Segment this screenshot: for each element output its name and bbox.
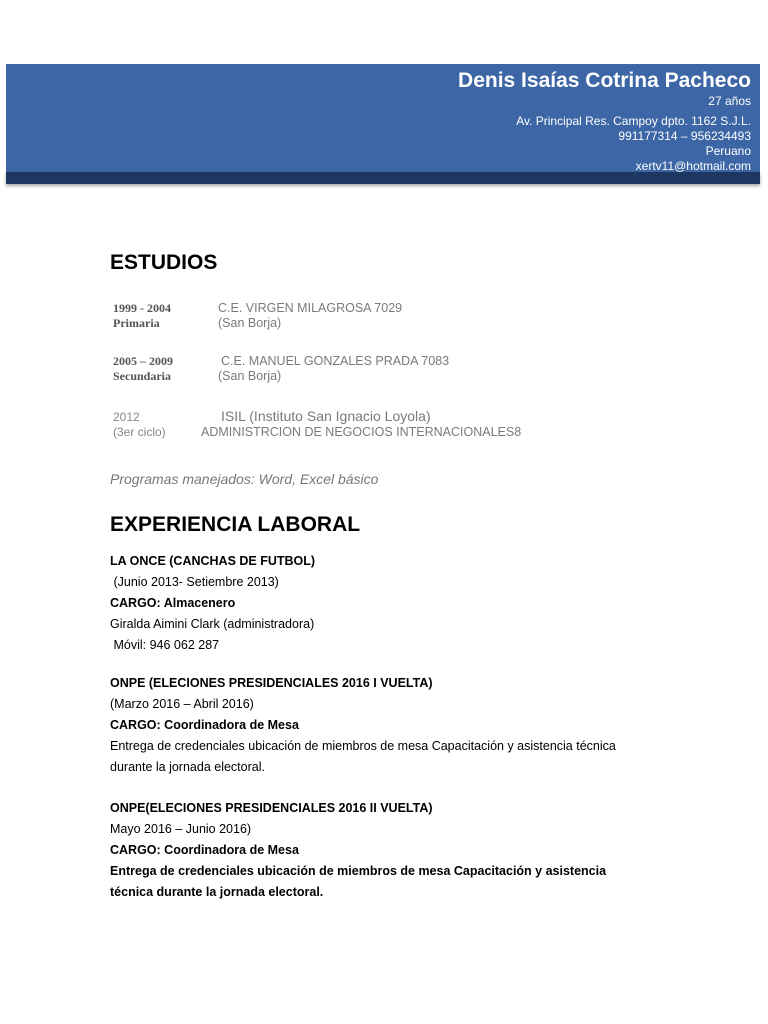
- job-detail: durante la jornada electoral.: [110, 760, 265, 774]
- study-level: Secundaria: [113, 369, 172, 383]
- job-role: CARGO: Almacenero: [110, 596, 236, 610]
- job-role: CARGO: Coordinadora de Mesa: [110, 718, 299, 732]
- job-role: CARGO: Coordinadora de Mesa: [110, 843, 299, 857]
- job-entry: [110, 798, 606, 903]
- candidate-name: Denis Isaías Cotrina Pacheco: [458, 69, 751, 92]
- programs-line: Programas manejados: Word, Excel básico: [110, 471, 379, 487]
- study-level: (3er ciclo): [113, 425, 166, 439]
- candidate-age: 27 años: [708, 94, 751, 108]
- studies-title: ESTUDIOS: [110, 251, 218, 274]
- study-school: C.E. MANUEL GONZALES PRADA 7083: [221, 354, 450, 368]
- job-entry: [110, 551, 315, 656]
- job-company: ONPE(ELECIONES PRESIDENCIALES 2016 II VUELTA): [110, 801, 433, 815]
- study-location: (San Borja): [218, 316, 282, 330]
- study-location: ADMINISTRCION DE NEGOCIOS INTERNACIONALES8: [201, 425, 522, 439]
- job-detail: Entrega de credenciales ubicación de miembros de mesa Capacitación y asistencia: [110, 864, 607, 878]
- job-detail: técnica durante la jornada electoral.: [110, 885, 324, 899]
- candidate-phones: 991177314 – 956234493: [618, 129, 751, 143]
- job-company: ONPE (ELECIONES PRESIDENCIALES 2016 I VUELTA): [110, 676, 433, 690]
- header-contact: [458, 68, 751, 174]
- candidate-nationality: Peruano: [705, 144, 751, 158]
- study-location: (San Borja): [218, 369, 282, 383]
- job-period: (Junio 2013- Setiembre 2013): [110, 575, 279, 589]
- candidate-email: xertv11@hotmail.com: [635, 159, 751, 173]
- experience-title: EXPERIENCIA LABORAL: [110, 513, 361, 536]
- study-school: ISIL (Instituto San Ignacio Loyola): [221, 408, 431, 424]
- study-years: 2005 – 2009: [113, 354, 173, 368]
- job-detail: Móvil: 946 062 287: [110, 638, 220, 652]
- job-entry: [110, 673, 616, 778]
- study-level: Primaria: [113, 316, 160, 330]
- study-years: 1999 - 2004: [113, 301, 171, 315]
- study-years: 2012: [113, 410, 140, 424]
- candidate-address: Av. Principal Res. Campoy dpto. 1162 S.J.L.: [516, 114, 751, 128]
- job-detail: Entrega de credenciales ubicación de miembros de mesa Capacitación y asistencia técnica: [110, 739, 616, 753]
- study-school: C.E. VIRGEN MILAGROSA 7029: [218, 301, 403, 315]
- job-detail: Giralda Aimini Clark (administradora): [110, 617, 315, 631]
- job-company: LA ONCE (CANCHAS DE FUTBOL): [110, 554, 316, 568]
- job-period: Mayo 2016 – Junio 2016): [110, 822, 252, 836]
- job-period: (Marzo 2016 – Abril 2016): [110, 697, 254, 711]
